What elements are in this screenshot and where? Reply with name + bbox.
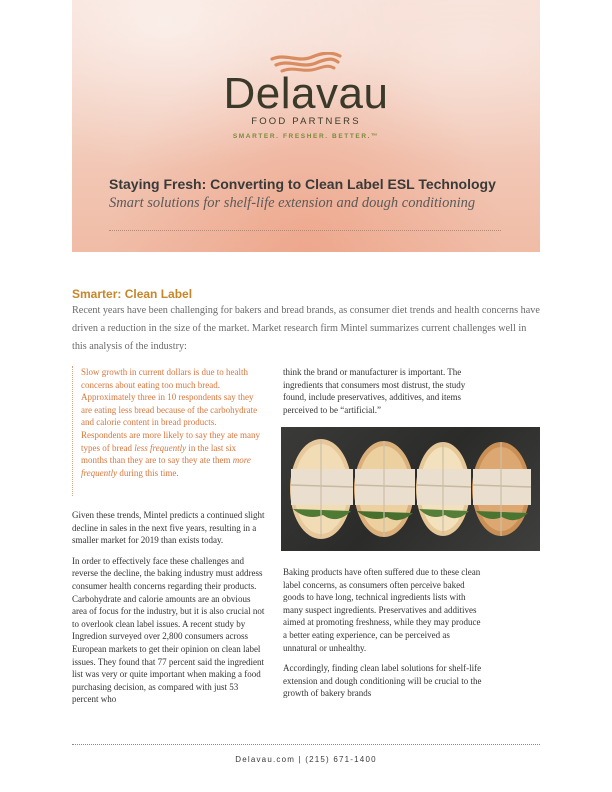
brand-tagline: SMARTER. FRESHER. BETTER.™ bbox=[232, 133, 380, 140]
left-column bbox=[72, 509, 266, 714]
right-column-bottom bbox=[283, 566, 483, 708]
left-paragraph-1: Given these trends, Mintel predicts a continued slight decline in sales in the next five years, resulting in a smaller market for 2019 than exists today. bbox=[72, 510, 265, 546]
right-paragraph-2: Baking products have often suffered due to these clean label concerns, as consumers often perceive baked goods to have long, technical ingredients lists with many suspect ingredients. Preservatives and additives aimed at promoting freshness, while they may produce a better eating experience, can be perceived as unnatural or unhealthy. bbox=[283, 567, 481, 653]
brand-logo-wordmark: Delavau bbox=[223, 69, 389, 118]
quote-text-2: in the last six months than they are to say they ate them bbox=[81, 442, 237, 466]
quote-text-1: Slow growth in current dollars is due to health concerns about eating too much bread. Approximately three in 10 respondents say they are eating less bread because of the carbohydrate and calorie content in bread products. Respondents are more likely to say they ate many types of bread bbox=[81, 367, 260, 453]
document-title: Staying Fresh: Converting to Clean Label ESL Technology bbox=[109, 176, 496, 192]
right-paragraph-3: Accordingly, finding clean label solutions for shelf-life extension and dough conditioning will be crucial to the growth of bakery brands bbox=[283, 663, 482, 699]
mintel-pull-quote bbox=[72, 366, 262, 496]
right-paragraph-1: think the brand or manufacturer is important. The ingredients that consumers most distrust, the study found, include preservatives, additives, and items perceived to be “artificial.” bbox=[283, 367, 466, 415]
quote-emphasis-2: more frequently bbox=[81, 455, 251, 478]
left-paragraph-2: In order to effectively face these challenges and reverse the decline, the baking industry must address consumer health concerns regarding their products. Carbohydrate and calorie amounts are an obvious area of focus for the industry, but it is also crucial not to overlook clean label issues. A recent study by Ingredion surveyed over 2,800 consumers across European markets to get their opinion on clean label issues. They found that 77 percent said the ingredient list was very or quite important when making a food purchasing decision, as compared with just 53 percent who bbox=[72, 555, 265, 705]
quote-emphasis-1: less frequently bbox=[134, 442, 187, 453]
sandwiches-photo bbox=[281, 427, 540, 551]
quote-text-3: during this time. bbox=[117, 467, 179, 478]
footer-contact: Delavau.com | (215) 671-1400 bbox=[235, 755, 377, 764]
hero-divider bbox=[109, 230, 501, 231]
hero-banner bbox=[72, 0, 540, 252]
footer-divider bbox=[72, 744, 540, 745]
intro-paragraph: Recent years have been challenging for bakers and bread brands, as consumer diet trends and health concerns have driven a reduction in the size of the market. Market research firm Mintel summarizes current challenges well in this analysis of the industry: bbox=[72, 305, 540, 352]
document-subtitle: Smart solutions for shelf-life extension and dough conditioning bbox=[109, 195, 476, 211]
right-column-top bbox=[283, 366, 483, 424]
sandwiches-image-icon bbox=[281, 427, 540, 551]
section-heading: Smarter: Clean Label bbox=[72, 287, 193, 301]
brand-subline: FOOD PARTNERS bbox=[251, 116, 361, 127]
